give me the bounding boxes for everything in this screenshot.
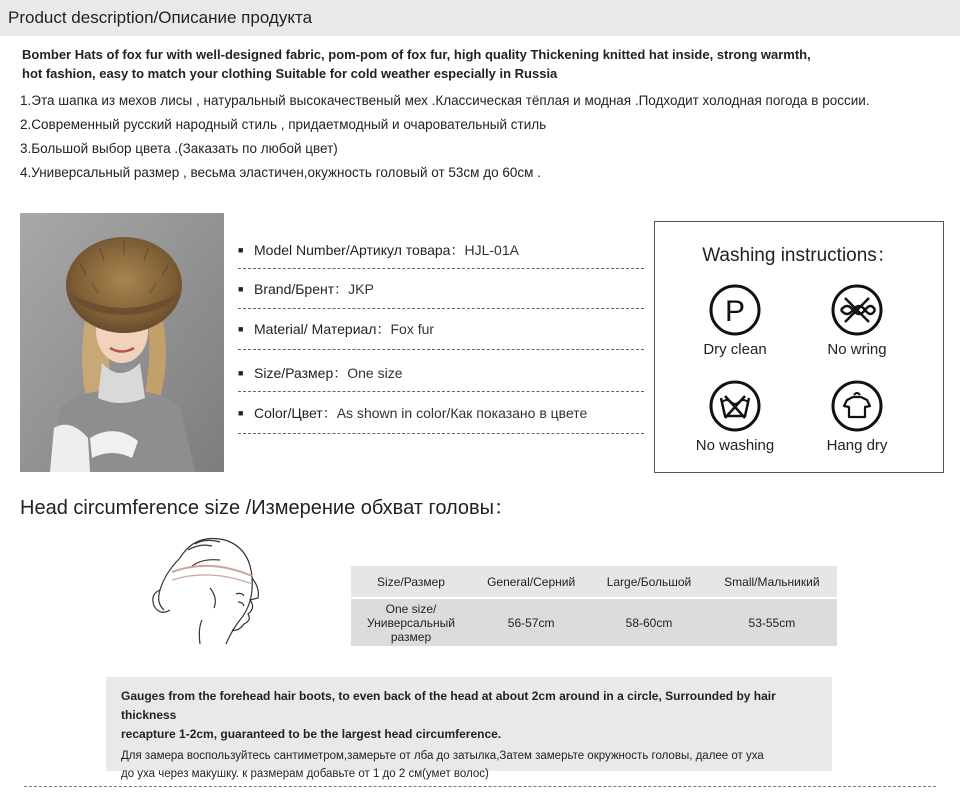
feature-item: 3.Большой выбор цвета .(Заказать по любой цвет) — [20, 141, 338, 156]
spec-value: One size — [347, 365, 403, 381]
table-row — [351, 598, 837, 646]
wash-item-dry-clean — [670, 282, 800, 358]
section-title: Product description/Описание продукта — [8, 8, 313, 27]
head-circumference-title: Head circumference size /Измерение обхват головы： — [20, 497, 515, 519]
wash-label: No wring — [827, 341, 887, 358]
spec-label: Brand/Брент： — [254, 281, 349, 297]
hang-dry-icon — [829, 378, 885, 434]
spec-value: HJL-01A — [464, 242, 519, 258]
spec-list — [238, 238, 644, 438]
head-sketch-icon — [140, 528, 270, 658]
size-cell — [351, 598, 471, 646]
size-table-header: Large/Большой — [591, 566, 706, 598]
intro-line: hot fashion, easy to match your clothing Suitable for cold weather especially in Russia — [22, 66, 558, 81]
dry-clean-icon — [707, 282, 763, 338]
intro-text — [22, 45, 922, 83]
head-measurement-sketch — [140, 528, 270, 658]
wash-item-hang-dry — [792, 378, 922, 454]
no-wring-icon — [829, 282, 885, 338]
spec-row-material — [238, 317, 434, 341]
size-cell-line: Универсальный — [367, 615, 455, 630]
dashed-divider — [238, 349, 644, 350]
size-table-header: Small/Мальникий — [707, 566, 837, 598]
dashed-divider — [238, 433, 644, 434]
size-cell-line: One size/ — [385, 601, 437, 616]
note-line: recapture 1-2cm, guaranteed to be the largest head circumference. — [121, 727, 502, 741]
size-table-header: Size/Размер — [351, 566, 471, 598]
spec-row-color — [238, 401, 587, 425]
size-cell-line: размер — [390, 629, 432, 644]
size-table-header-row — [351, 566, 837, 598]
size-table — [351, 566, 837, 646]
feature-list — [20, 92, 940, 188]
note-russian — [121, 747, 817, 783]
model-wearing-fur-hat-image — [20, 213, 224, 472]
bullet-icon: ■ — [238, 245, 244, 255]
spec-label: Material/ Материал： — [254, 321, 391, 337]
spec-value: JKP — [348, 281, 374, 297]
bullet-icon: ■ — [238, 368, 244, 378]
spec-row-model — [238, 238, 519, 262]
washing-title: Washing instructions： — [702, 245, 896, 266]
general-cell: 56-57cm — [471, 598, 591, 646]
bullet-icon: ■ — [238, 284, 244, 294]
note-line: до уха через макушку. к размерам добавьте от 1 до 2 см(умет волос) — [121, 768, 489, 780]
bottom-dashed-divider — [24, 786, 936, 787]
dashed-divider — [238, 308, 644, 309]
measurement-note — [106, 677, 832, 780]
note-english — [121, 687, 817, 744]
no-washing-icon — [707, 378, 763, 434]
spec-label: Model Number/Артикул товара： — [254, 242, 465, 258]
note-line: Для замера воспользуйтесь сантиметром,замерьте от лба до затылка,Затем замерьте окружность головы, далее от уха — [121, 750, 764, 762]
wash-item-no-washing — [670, 378, 800, 454]
dashed-divider — [238, 391, 644, 392]
large-cell: 58-60cm — [591, 598, 706, 646]
small-cell: 53-55cm — [707, 598, 837, 646]
spec-value: Fox fur — [390, 321, 435, 337]
wash-label: Hang dry — [826, 437, 888, 454]
product-photo — [20, 213, 224, 472]
dashed-divider — [238, 268, 644, 269]
size-table-header: General/Серний — [471, 566, 591, 598]
intro-line: Bomber Hats of fox fur with well-designed fabric, pom-pom of fox fur, high quality Thickening knitted hat inside, strong warmth, — [22, 47, 811, 62]
note-line: Gauges from the forehead hair boots, to even back of the head at about 2cm around in a circle, Surrounded by hair thickness — [121, 689, 776, 722]
spec-value: As shown in color/Как показано в цвете — [336, 405, 588, 421]
feature-item: 4.Универсальный размер , весьма эластичен,окужность головый от 53см до 60см . — [20, 165, 541, 180]
spec-label: Size/Размер： — [254, 365, 348, 381]
feature-item: 1.Эта шапка из мехов лисы , натуральный высокачественый мех .Классическая тёплая и модная .Подходит холодная погода в россии. — [20, 93, 870, 108]
feature-item: 2.Современный русский народный стиль , придаетмодный и очаровательный стиль — [20, 117, 547, 132]
spec-row-size — [238, 361, 403, 385]
wash-label: No washing — [695, 437, 775, 454]
bullet-icon: ■ — [238, 408, 244, 418]
wash-item-no-wring — [792, 282, 922, 358]
spec-row-brand — [238, 277, 374, 301]
washing-instructions-box — [654, 221, 944, 473]
section-header-bar — [0, 0, 960, 36]
wash-label: Dry clean — [703, 341, 767, 358]
spec-label: Color/Цвет： — [254, 405, 337, 421]
svg-text:P: P — [724, 295, 746, 328]
bullet-icon: ■ — [238, 324, 244, 334]
